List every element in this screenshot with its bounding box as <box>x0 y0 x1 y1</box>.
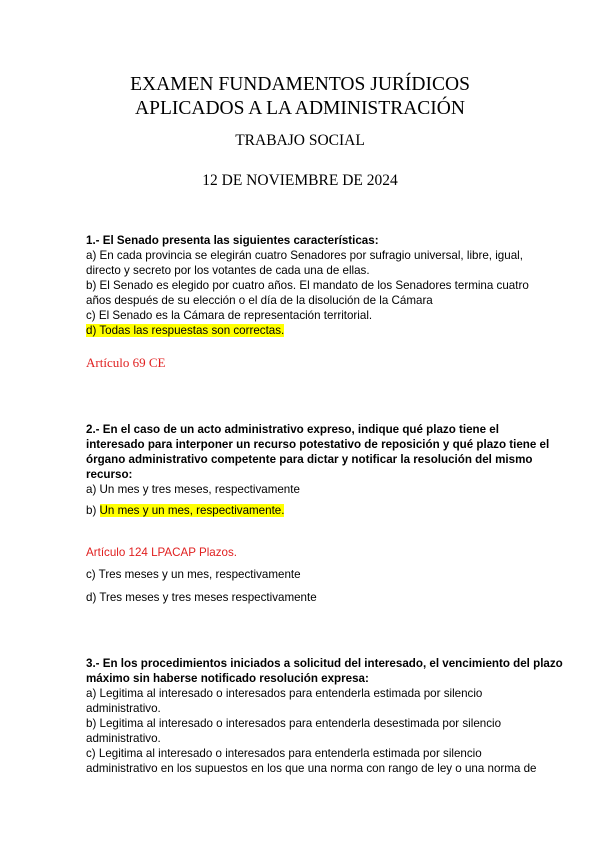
highlighted-answer: Un mes y un mes, respectivamente. <box>99 504 285 517</box>
question-1-option-d <box>86 323 284 338</box>
question-2-option-b <box>86 503 284 518</box>
question-1-option-b: b) El Senado es elegido por cuatro años. El mandato de los Senadores termina cuatro <box>86 279 529 292</box>
question-2-option-d: d) Tres meses y tres meses respectivamente <box>86 591 317 604</box>
question-3-option-b: b) Legitima al interesado o interesados para entenderla desestimada por silencio <box>86 717 502 730</box>
course-name: TRABAJO SOCIAL <box>235 132 365 149</box>
question-3-option-c-cont: administrativo en los supuestos en los que una norma con rango de ley o una norma de <box>86 762 537 775</box>
exam-title-line-1: EXAMEN FUNDAMENTOS JURÍDICOS <box>130 74 470 95</box>
question-3-option-c: c) Legitima al interesado o interesados para entenderla estimada por silencio <box>86 747 482 760</box>
question-1-option-b-cont: años después de su elección o el día de la disolución de la Cámara <box>86 294 433 307</box>
question-1-option-a-cont: directo y secreto por los votantes de cada una de ellas. <box>86 264 370 277</box>
question-2-option-a: a) Un mes y tres meses, respectivamente <box>86 483 300 496</box>
question-1-reference: Artículo 69 CE <box>86 355 166 370</box>
question-2-text-cont-2: órgano administrativo competente para dictar y notificar la resolución del mismo <box>86 453 533 466</box>
question-2-text-cont-1: interesado para interponer un recurso potestativo de reposición y qué plazo tiene el <box>86 438 550 451</box>
question-3-text-cont: máximo sin haberse notificado resolución expresa: <box>86 672 369 685</box>
question-1-option-a: a) En cada provincia se elegirán cuatro Senadores por sufragio universal, libre, igual, <box>86 249 523 262</box>
question-3-option-b-cont: administrativo. <box>86 732 161 745</box>
question-2-option-c: c) Tres meses y un mes, respectivamente <box>86 568 301 581</box>
question-3-option-a-cont: administrativo. <box>86 702 161 715</box>
question-2-text: 2.- En el caso de un acto administrativo expreso, indique qué plazo tiene el <box>86 423 499 436</box>
option-prefix: b) <box>86 504 100 517</box>
exam-title-line-2: APLICADOS A LA ADMINISTRACIÓN <box>135 98 465 119</box>
question-1-option-c: c) El Senado es la Cámara de representación territorial. <box>86 309 373 322</box>
highlighted-answer: d) Todas las respuestas son correctas. <box>86 324 285 337</box>
question-2-reference: Artículo 124 LPACAP Plazos. <box>86 546 238 559</box>
question-3-text: 3.- En los procedimientos iniciados a solicitud del interesado, el vencimiento del plazo <box>86 657 563 670</box>
exam-date: 12 DE NOVIEMBRE DE 2024 <box>202 172 398 189</box>
question-2-text-cont-3: recurso: <box>86 468 133 481</box>
question-1-text: 1.- El Senado presenta las siguientes características: <box>86 234 379 247</box>
question-3-option-a: a) Legitima al interesado o interesados para entenderla estimada por silencio <box>86 687 483 700</box>
